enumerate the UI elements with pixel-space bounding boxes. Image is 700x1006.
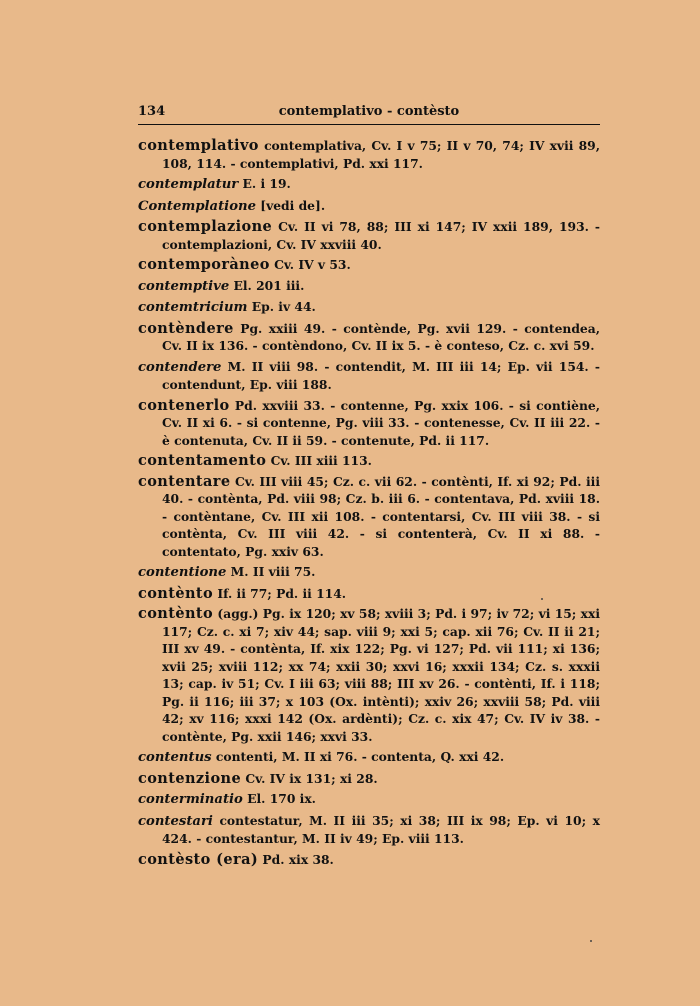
entry-headword: Contemplatione [138,198,256,214]
page-header [138,104,600,125]
entry-headword: contènto [138,605,214,622]
dictionary-entry [138,256,600,274]
dictionary-entry [138,277,600,296]
entry-list [138,137,600,868]
page-number: 134 [138,104,166,119]
entry-headword: conterminatio [138,792,243,807]
entry-body: Cv. IV ix 131; xi 28. [245,770,378,786]
paper-speck [590,940,592,942]
entry-body: Pg. xxiii 49. - contènde, Pg. xvii 129. - contendea, Cv. II ix 136. - contèndono, Cv. II ix 5. - è conteso, Cz. c. xvi 59. [162,320,601,353]
dictionary-entry [138,790,600,809]
dictionary-entry [138,197,600,216]
entry-headword: contemplazione [138,218,273,235]
entry-headword: contentare [138,472,231,490]
dictionary-entry [138,320,600,355]
entry-body: El. 201 iii. [233,277,305,293]
entry-headword: contestari [138,813,213,829]
entry-headword: contentione [138,565,227,580]
dictionary-entry [138,585,600,603]
entry-headword: contentus [138,750,212,765]
entry-headword: contendere [138,359,222,375]
dictionary-entry [138,175,600,194]
entry-body: M. II viii 75. [230,564,316,579]
dictionary-entry [138,473,600,561]
dictionary-entry [138,298,600,317]
entry-body: (agg.) Pg. ix 120; xv 58; xviii 3; Pd. i 97; iv 72; vi 15; xxi 117; Cz. c. xi 7; xiv 44; sap. viii 9; xxi 5; cap. xii 76; Cv. II ii 21; III xv 49. - contènta, If. xix 122; Pg. vi 127; Pd. vii 111; xi 136; xvii 25; xviii 112; xx 74; xxii 30; xxvi 16; xxxii 134; Cz. s. xxxii 13; cap. iv 51; Cv. I iii 63; viii 88; III xv 26. - contènti, If. i 118; Pg. ii 116; iii 37; x 103 (Ox. intènti); xxiv 26; xxviii 58; Pd. viii 42; xv 116; xxxi 142 (Ox. ardènti); Cz. c. xix 47; Cv. IV iv 38. - contènte, Pg. xxii 146; xxvi 33. [162,606,601,744]
dictionary-entry [138,137,600,172]
entry-headword: contènto [138,584,214,602]
entry-body: El. 170 ix. [247,791,316,806]
dictionary-entry [138,605,600,745]
page [138,104,600,871]
entry-body: Cv. IV v 53. [274,257,351,272]
entry-headword: contemtricium [138,300,248,315]
entry-headword: contemplatur [138,177,239,192]
dictionary-entry [138,851,600,869]
running-title: contemplativo - contèsto [278,104,460,119]
entry-body: Ep. iv 44. [251,299,316,314]
dictionary-entry [138,397,600,450]
entry-headword: contemporàneo [138,256,270,273]
paper-speck [541,598,543,600]
entry-body: Cv. III xiii 113. [270,453,372,468]
dictionary-entry [138,748,600,767]
dictionary-entry [138,452,600,470]
entry-body: [vedi de]. [260,197,326,213]
entry-headword: contèsto (era) [138,850,259,868]
dictionary-entry [138,358,600,394]
entry-headword: contentamento [138,452,267,469]
entry-body: Pd. xix 38. [262,851,334,867]
entry-body: Cv. III viii 45; Cz. c. vii 62. - contènti, If. xi 92; Pd. iii 40. - contènta, Pd. viii 98; Cz. b. iii 6. - contentava, Pd. xviii 18. - contèntane, Cv. III xii 108. - contentarsi, Cv. III viii 38. - si contènta, Cv. III viii 42. - si contenterà, Cv. II xi 88. - contentato, Pg. xxiv 63. [162,473,601,559]
entry-headword: contenerlo [138,396,230,414]
entry-body: Pd. xxviii 33. - contenne, Pg. xxix 106. - si contiène, Cv. II xi 6. - si contenne, Pg. viii 33. - contenesse, Cv. II iii 22. - è contenuta, Cv. II ii 59. - contenute, Pd. ii 117. [162,397,600,448]
dictionary-entry [138,218,600,253]
dictionary-entry [138,563,600,582]
dictionary-entry [138,812,600,848]
entry-body: contenti, M. II xi 76. - contenta, Q. xxi 42. [215,749,505,764]
entry-headword: contemptive [138,278,230,294]
entry-body: Cv. II vi 78, 88; III xi 147; IV xxii 189, 193. - contemplazioni, Cv. IV xxviii 40. [162,219,601,252]
entry-body: contemplativa, Cv. I v 75; II v 70, 74; IV xvii 89, 108, 114. - contemplativi, Pd. xxi 117. [162,138,601,171]
entry-body: If. ii 77; Pd. ii 114. [217,585,347,601]
dictionary-entry [138,770,600,788]
entry-body: M. II viii 98. - contendit, M. III iii 14; Ep. vii 154. - contendunt, Ep. viii 188. [162,358,600,392]
entry-headword: contenzione [138,769,242,787]
entry-body: E. i 19. [242,176,291,191]
entry-headword: contèndere [138,319,234,337]
entry-headword: contemplativo [138,137,259,154]
entry-body: contestatur, M. II iii 35; xi 38; III ix 98; Ep. vi 10; x 424. - contestantur, M. II iv 49; Ep. viii 113. [162,812,600,846]
